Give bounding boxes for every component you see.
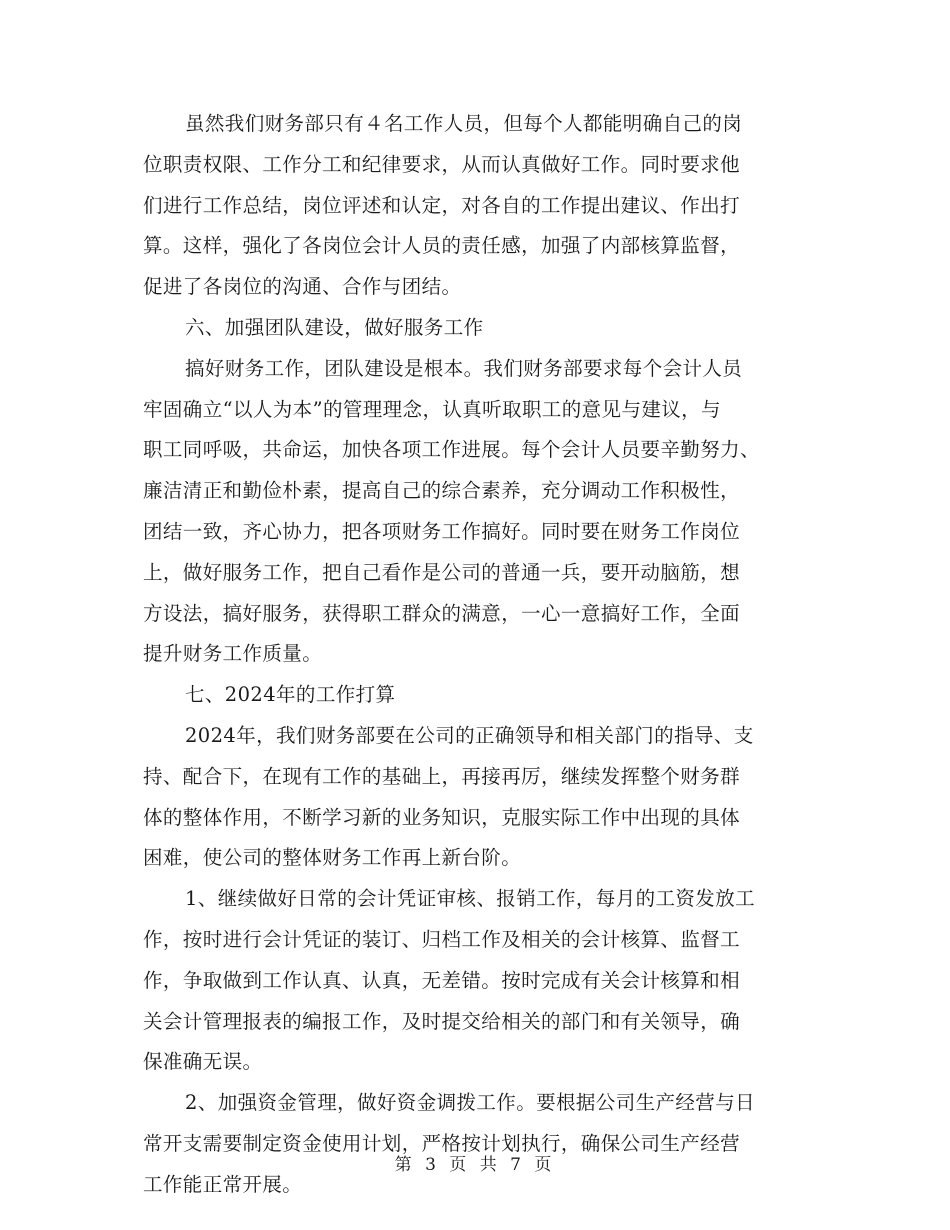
page-number-footer: 第 3 页 共 7 页 [394,1155,556,1175]
text-line: 常开支需要制定资金使用计划，严格按计划执行，确保公司生产经营 [143,1131,741,1155]
text-line: 作，争取做到工作认真、认真，无差错。按时完成有关会计核算和相 [143,968,741,992]
text-line: 方设法，搞好服务，获得职工群众的满意，一心一意搞好工作，全面 [143,601,741,625]
text-line: 算。这样，强化了各岗位会计人员的责任感，加强了内部核算监督， [143,234,741,258]
text-line: 作，按时进行会计凭证的装订、归档工作及相关的会计核算、监督工 [143,927,741,951]
text-line: 职工同呼吸，共命运，加快各项工作进展。每个会计人员要辛勤努力、 [143,438,760,462]
text-line: 牢固确立“以人为本”的管理理念，认真听取职工的意见与建议，与 [143,397,721,421]
section-heading: 六、加强团队建设，做好服务工作 [185,315,484,339]
text-line: 虽然我们财务部只有４名工作人员，但每个人都能明确自己的岗 [185,112,743,135]
text-line: 保准确无误。 [143,1050,263,1074]
text-line: 2024年，我们财务部要在公司的正确领导和相关部门的指导、支 [185,723,754,747]
text-line: 提升财务工作质量。 [143,642,323,666]
text-line: 持、配合下，在现有工作的基础上，再接再厉，继续发挥整个财务群 [143,764,741,788]
text-line: 团结一致，齐心协力，把各项财务工作搞好。同时要在财务工作岗位 [143,519,741,543]
section-heading: 七、2024年的工作打算 [185,683,396,707]
document-body [143,104,813,1206]
text-line: 廉洁清正和勤俭朴素，提高自己的综合素养，充分调动工作积极性， [143,479,741,503]
text-line: 位职责权限、工作分工和纪律要求，从而认真做好工作。同时要求他 [143,152,741,176]
text-line: 们进行工作总结，岗位评述和认定，对各自的工作提出建议、作出打 [143,193,741,217]
text-line: 困难，使公司的整体财务工作再上新台阶。 [143,846,522,870]
text-line: 上，做好服务工作，把自己看作是公司的普通一兵，要开动脑筋，想 [143,560,741,584]
text-line: 2、加强资金管理，做好资金调拨工作。要根据公司生产经营与日 [185,1091,756,1115]
text-line: 工作能正常开展。 [143,1172,303,1196]
text-line: 1、继续做好日常的会计凭证审核、报销工作，每月的工资发放工 [185,887,756,911]
text-line: 关会计管理报表的编报工作，及时提交给相关的部门和有关领导，确 [143,1009,741,1033]
text-line: 搞好财务工作，团队建设是根本。我们财务部要求每个会计人员 [185,356,743,380]
text-line: 体的整体作用，不断学习新的业务知识，克服实际工作中出现的具体 [143,805,741,829]
text-line: 促进了各岗位的沟通、合作与团结。 [143,275,462,299]
